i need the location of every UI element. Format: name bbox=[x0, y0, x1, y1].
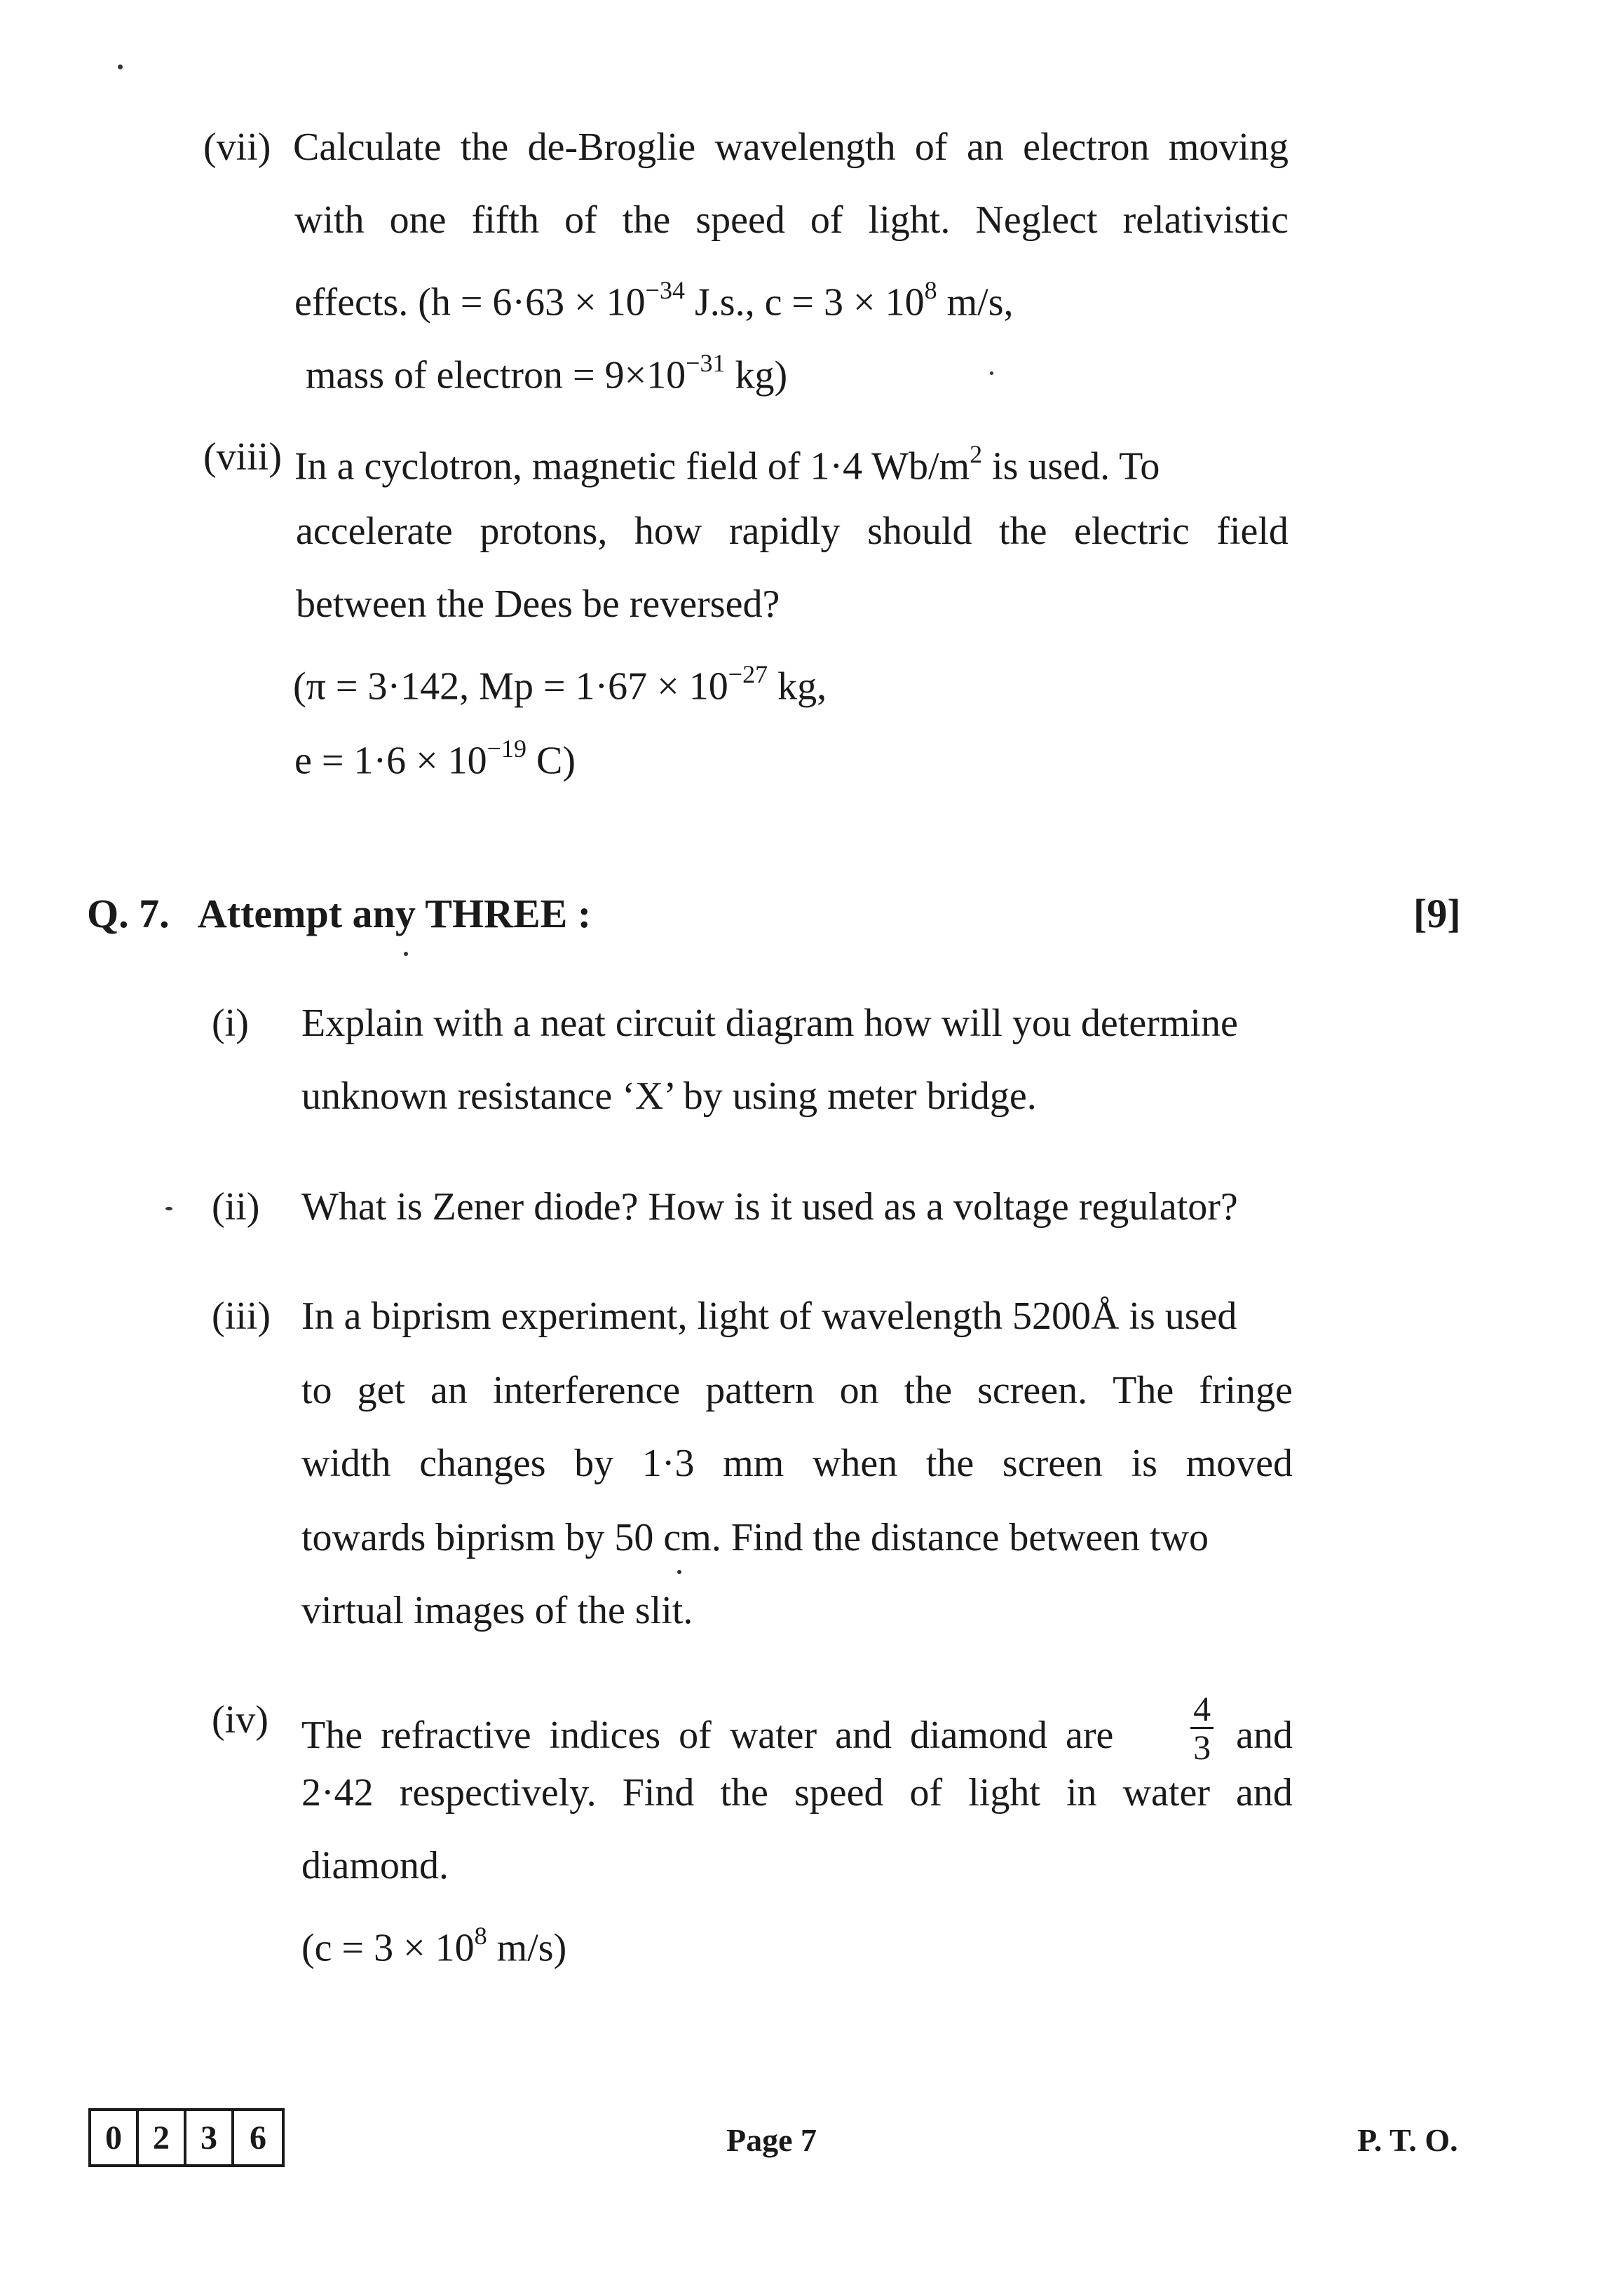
word: screen bbox=[1002, 1442, 1103, 1485]
word: water bbox=[1122, 1771, 1210, 1815]
word: Find bbox=[622, 1771, 695, 1815]
word: the bbox=[622, 198, 671, 242]
word: how bbox=[634, 510, 702, 553]
viii-line-1: In a cyclotron, magnetic field of 1·4 $Wb/m^2$ is used. To bbox=[294, 440, 1160, 488]
word: of bbox=[564, 198, 597, 242]
word: of bbox=[914, 125, 948, 169]
word: speed bbox=[794, 1771, 884, 1815]
scan-speck bbox=[404, 952, 408, 956]
iii-line-4: towards biprism by 50 cm. Find the distance between two bbox=[301, 1516, 1209, 1559]
code-digit: 3 bbox=[186, 2111, 234, 2164]
word: is bbox=[1131, 1442, 1157, 1485]
word: width bbox=[301, 1442, 391, 1485]
page-number: Page 7 bbox=[726, 2122, 817, 2158]
pto-label: P. T. O. bbox=[1357, 2122, 1458, 2158]
word: interference bbox=[492, 1369, 681, 1412]
ii-line-1: What is Zener diode? How is it used as a voltage regulator? bbox=[301, 1185, 1238, 1229]
vii-line-1 bbox=[293, 125, 1289, 170]
iv-line-1: The refractive indices of water and diamond are $\frac{4}{3}$ and bbox=[301, 1689, 1293, 1767]
word: in bbox=[1066, 1771, 1097, 1815]
viii-line-3: between the Dees be reversed? bbox=[296, 582, 780, 626]
scan-speck bbox=[677, 1570, 681, 1574]
viii-line-4: (π = 3·142, $Mp = 1\cdot 67 \times 10^{-27}$ kg, bbox=[293, 660, 827, 709]
i-line-1: Explain with a neat circuit diagram how will you determine bbox=[301, 1002, 1238, 1045]
word: speed bbox=[695, 198, 785, 242]
word: respectively. bbox=[399, 1771, 597, 1815]
word: rapidly bbox=[728, 510, 841, 553]
word: get bbox=[357, 1369, 405, 1412]
word: the bbox=[460, 125, 509, 169]
iii-line-1: In a biprism experiment, light of wavelength 5200Å is used bbox=[301, 1294, 1237, 1338]
code-digit: 0 bbox=[91, 2111, 139, 2164]
iii-line-2 bbox=[301, 1368, 1293, 1413]
code-digit: 6 bbox=[250, 2119, 266, 2157]
iv-line-3: diamond. bbox=[301, 1844, 449, 1887]
word: 2·42 bbox=[301, 1771, 374, 1815]
word: moved bbox=[1185, 1442, 1293, 1485]
question-7-marks: [9] bbox=[1413, 891, 1461, 936]
question-7-heading: Q. 7. Attempt any THREE : bbox=[87, 891, 592, 936]
word: of bbox=[909, 1771, 943, 1815]
scan-speck bbox=[990, 371, 993, 375]
word: on bbox=[839, 1369, 879, 1412]
word: light. bbox=[868, 198, 951, 242]
word: electric bbox=[1074, 510, 1190, 553]
word: the bbox=[720, 1771, 768, 1815]
word: with bbox=[294, 198, 365, 242]
iv-line-4: ($c = 3 \times 10^8$ m/s) bbox=[301, 1922, 567, 1970]
word: an bbox=[430, 1369, 468, 1412]
iii-line-3 bbox=[301, 1441, 1293, 1486]
word: pattern bbox=[705, 1369, 815, 1412]
item-number-vii: (vii) bbox=[203, 125, 271, 169]
viii-line-5: $e = 1\cdot 6 \times 10^{-19}$ C) bbox=[294, 734, 576, 783]
word: one bbox=[389, 198, 447, 242]
word: by bbox=[574, 1442, 614, 1485]
word: when bbox=[812, 1442, 898, 1485]
word: an bbox=[966, 125, 1004, 169]
word: to bbox=[301, 1369, 332, 1412]
word: moving bbox=[1168, 125, 1289, 169]
item-number-iii: (iii) bbox=[212, 1294, 271, 1338]
word: accelerate bbox=[296, 510, 453, 553]
word: the bbox=[904, 1369, 953, 1412]
viii-line-2 bbox=[296, 509, 1289, 554]
item-number-i: (i) bbox=[212, 1002, 249, 1045]
word: fifth bbox=[471, 198, 539, 242]
vii-line-4: mass of electron = $9\times 10^{-31}$ kg) bbox=[306, 349, 788, 397]
scan-speck bbox=[165, 1207, 172, 1210]
word: de-Broglie bbox=[527, 125, 696, 169]
word: and bbox=[1236, 1771, 1293, 1815]
iv-line-2 bbox=[301, 1770, 1293, 1815]
word: electron bbox=[1023, 125, 1150, 169]
item-number-iv: (iv) bbox=[212, 1698, 269, 1742]
word: Calculate bbox=[293, 125, 442, 169]
word: light bbox=[968, 1771, 1040, 1815]
word: 1·3 bbox=[641, 1442, 695, 1485]
i-line-2: unknown resistance ‘X’ by using meter bridge. bbox=[301, 1074, 1037, 1118]
code-digit: 2 bbox=[139, 2111, 186, 2164]
item-number-ii: (ii) bbox=[212, 1185, 260, 1229]
iv-line-1-text: The refractive indices of water and diamond are bbox=[301, 1713, 1114, 1757]
word: screen. bbox=[977, 1369, 1088, 1412]
word: the bbox=[999, 510, 1047, 553]
word: field bbox=[1216, 510, 1289, 553]
word: relativistic bbox=[1122, 198, 1289, 242]
word: of bbox=[810, 198, 843, 242]
word: the bbox=[925, 1442, 974, 1485]
paper-code-box bbox=[88, 2108, 285, 2167]
word: wavelength bbox=[714, 125, 896, 169]
word: protons, bbox=[480, 510, 608, 553]
word: mm bbox=[723, 1442, 784, 1485]
word: changes bbox=[419, 1442, 546, 1485]
item-number-viii: (viii) bbox=[203, 435, 282, 479]
fraction-four-thirds: $\frac{4}{3}$ bbox=[1190, 1690, 1214, 1765]
word: Neglect bbox=[975, 198, 1098, 242]
word: fringe bbox=[1199, 1369, 1293, 1412]
word: The bbox=[1113, 1369, 1174, 1412]
vii-line-3: effects. ($h = 6\cdot 63 \times 10^{-34}$ J.s., $c = 3 \times 10^8$ m/s, bbox=[294, 276, 1014, 324]
iii-line-5: virtual images of the slit. bbox=[301, 1589, 693, 1632]
scan-speck bbox=[118, 64, 123, 69]
vii-line-2 bbox=[294, 198, 1289, 242]
word: should bbox=[867, 510, 972, 553]
